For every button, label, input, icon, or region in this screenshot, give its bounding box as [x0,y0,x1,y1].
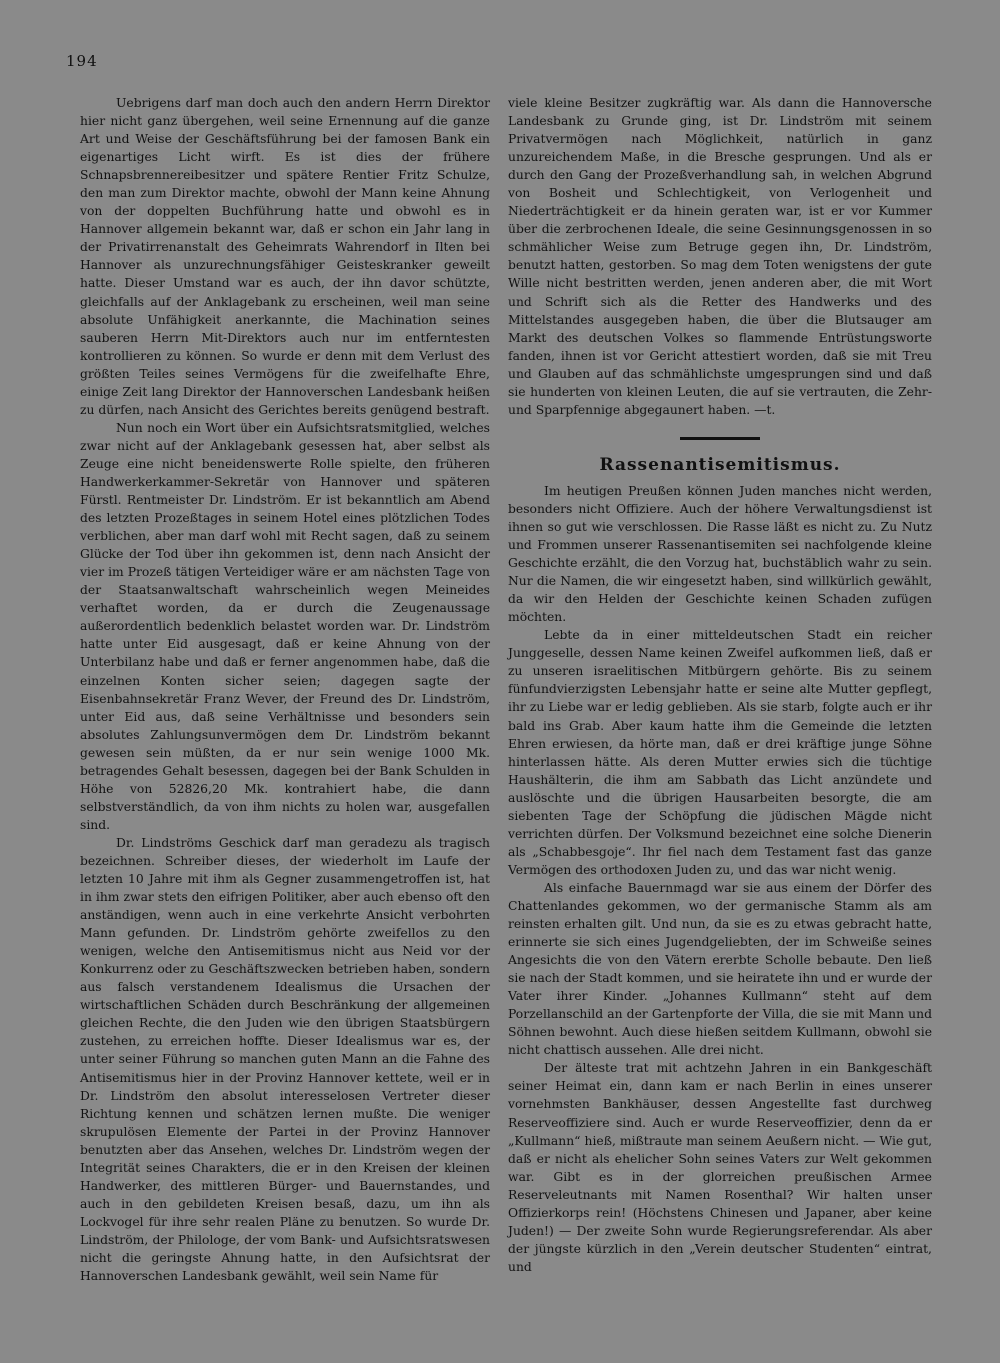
page-number: 194 [66,52,98,70]
section-divider [680,437,760,440]
paragraph: Uebrigens darf man doch auch den andern Herrn Direktor hier nicht ganz übergehen, weil seine Ernennung auf die ganze Art und Weise der Geschäftsführung bei der famosen Bank ein eigenartiges Licht wirft. Es ist dies der frühere Schnapsbrennereibesitzer und spätere Rentier Fritz Schulze, den man zum Direktor machte, obwohl der Mann keine Ahnung von der doppelten Buchführung hatte und obwohl es in Hannover allgemein bekannt war, daß er schon ein Jahr lang in der Privatirrenanstalt des Geheimrats Wahrendorf in Ilten bei Hannover als unzurechnungsfähiger Geisteskranker geweilt hatte. Dieser Umstand war es auch, der ihn davor schützte, gleichfalls auf der Anklagebank zu erscheinen, weil man seine absolute Unfähigkeit anerkannte, die Machination seines sauberen Herrn Mit-Direktors auch nur im entferntesten kontrollieren zu können. So wurde er denn mit dem Verlust des größten Teiles seines Vermögens für die zweifelhafte Ehre, einige Zeit lang Direktor der Hannoverschen Landesbank heißen zu dürfen, nach Ansicht des Gerichtes bereits genügend bestraft. [80,96,490,417]
paragraph: viele kleine Besitzer zugkräftig war. Als dann die Hannoversche Landesbank zu Grunde ging, ist Dr. Lindström mit seinem Privatvermögen nach Möglichkeit, natürlich in ganz unzureichendem Maße, in die Bresche gesprungen. Und als er durch den Gang der Prozeßverhandlung sah, in welchen Abgrund von Bosheit und Schlechtigkeit, von Verlogenheit und Niederträchtigkeit er da hinein geraten war, ist er vor Kummer über die zerbrochenen Ideale, die seine Gesinnungsgenossen in so schmählicher Weise zum Betruge gegen ihn, Dr. Lindström, benutzt hatten, gestorben. So mag dem Toten wenigstens der gute Wille nicht bestritten werden, jenen anderen aber, die mit Wort und Schrift sich als die Retter des Handwerks und des Mittelstandes ausgegeben haben, die über die Blutsauger am Markt des deutschen Volkes so flammende Entrüstungsworte fanden, ihnen ist vor Gericht attestiert worden, daß sie mit Treu und Glauben auf das schmählichste umgesprungen sind und daß sie hunderten von kleinen Leuten, die auf sie vertrauten, die Zehr- und Sparpfennige abgegaunert haben. —t. [508,96,932,417]
paragraph: Nun noch ein Wort über ein Aufsichtsratsmitglied, welches zwar nicht auf der Anklagebank gesessen hat, aber selbst als Zeuge eine nicht beneidenswerte Rolle spielte, den früheren Handwerkerkammer-Sekretär von Hannover und späteren Fürstl. Rentmeister Dr. Lindström. Er ist bekanntlich am Abend des letzten Prozeßtages in seinem Hotel eines plötzlichen Todes verblichen, aber man darf wohl mit Recht sagen, daß zu seinem Glücke der Tod über ihn gekommen ist, denn nach Ansicht der vier im Prozeß tätigen Verteidiger wäre er am nächsten Tage von der Staatsanwaltschaft wahrscheinlich wegen Meineides verhaftet worden, da er durch die Zeugenaussage außerordentlich bedenklich belastet worden war. Dr. Lindström hatte unter Eid ausgesagt, daß er keine Ahnung von der Unterbilanz habe und daß er ferner angenommen habe, daß die einzelnen Konten sicher seien; dagegen sagte der Eisenbahnsekretär Franz Wever, der Freund des Dr. Lindström, unter Eid aus, daß seine Verhältnisse und besonders sein absolutes Zahlungsunvermögen dem Dr. Lindström bekannt gewesen sein müßten, da er nur sein wenige 1000 Mk. betragendes Gehalt besessen, dagegen bei der Bank Schulden in Höhe von 52826,20 Mk. kontrahiert habe, die dann selbstverständlich, da von ihm nichts zu holen war, ausgefallen sind. [80,420,490,832]
section-title: Rassenantisemitismus. [599,454,841,475]
paragraph: Der älteste trat mit achtzehn Jahren in ein Bankgeschäft seiner Heimat ein, dann kam er nach Berlin in eines unserer vornehmsten Bankhäuser, dessen Angestellte fast durchweg Reserveoffiziere sind. Auch er wurde Reserveoffizier, denn da er „Kullmann“ hieß, mißtraute man seinem Aeußern nicht. — Wie gut, daß er nicht als ehelicher Sohn seines Vaters zur Welt gekommen war. Gibt es in der glorreichen preußischen Armee Reserveleutnants mit Namen Rosenthal? Wir halten unser Offizierkorps rein! (Höchstens Chinesen und Japaner, aber keine Juden!) — Der zweite Sohn wurde Regierungsreferendar. Als aber der jüngste kürzlich in den „Verein deutscher Studenten“ eintrat, und [508,1061,932,1274]
paragraph: Im heutigen Preußen können Juden manches nicht werden, besonders nicht Offiziere. Auch der höhere Verwaltungsdienst ist ihnen so gut wie verschlossen. Die Rasse läßt es nicht zu. Zu Nutz und Frommen unserer Rassenantisemiten sei nachfolgende kleine Geschichte erzählt, die den Vorzug hat, buchstäblich wahr zu sein. Nur die Namen, die wir eingesetzt haben, sind willkürlich gewählt, da wir den Helden der Geschichte keinen Schaden zufügen möchten. [508,483,932,625]
paragraph: Lebte da in einer mitteldeutschen Stadt ein reicher Junggeselle, dessen Name keinen Zweifel aufkommen ließ, daß er zu unseren israelitischen Mitbürgern gehörte. Bis zu seinem fünfundvierzigsten Lebensjahr hatte er seine alte Mutter gepflegt, ihr zu Liebe war er ledig geblieben. Als sie starb, folgte auch er ihr bald ins Grab. Aber kaum hatte ihm die Gemeinde die letzten Ehren erwiesen, da hörte man, daß er drei kräftige junge Söhne hinterlassen hätte. Als deren Mutter erwies sich die tüchtige Haushälterin, die ihm am Sabbath das Licht anzündete und auslöschte und die übrigen Hausarbeiten besorgte, die am siebenten Tage der Schöpfung die jüdischen Mägde nicht verrichten dürfen. Der Volksmund bezeichnet eine solche Dienerin als „Schabbesgoje“. Ihr fiel nach dem Testament fast das ganze Vermögen des orthodoxen Juden zu, und das war nicht wenig. [508,628,932,877]
paragraph: Dr. Lindströms Geschick darf man geradezu als tragisch bezeichnen. Schreiber dieses, der wiederholt im Laufe der letzten 10 Jahre mit ihm als Gegner zusammengetroffen ist, hat in ihm zwar stets den eifrigen Politiker, aber auch ebenso oft den anständigen, wenn auch in eine verkehrte Ansicht verbohrten Mann gefunden. Dr. Lindström gehörte zweifellos zu den wenigen, welche den Antisemitismus nicht aus Neid vor der Konkurrenz oder zu Geschäftszwecken betrieben haben, sondern aus falsch verstandenem Idealismus die Ursachen der wirtschaftlichen Schäden durch Beschränkung der allgemeinen gleichen Rechte, die den Juden wie den übrigen Staatsbürgern zustehen, zu erreichen hoffte. Dieser Idealismus war es, der unter seiner Führung so manchen guten Mann an die Fahne des Antisemitismus hier in der Provinz Hannover kettete, weil er in Dr. Lindström den absolut interesselosen Vertreter dieser Richtung kennen und schätzen lernen mußte. Die weniger skrupulösen Elemente der Partei in der Provinz Hannover benutzten aber das Ansehen, welches Dr. Lindström wegen der Integrität seines Charakters, die er in den Kreisen der kleinen Handwerker, des mittleren Bürger- und Bauernstandes, und auch in den gebildeten Kreisen besaß, dazu, um ihn als Lockvogel für ihre sehr realen Pläne zu benutzen. So wurde Dr. Lindström, der Philologe, der vom Bank- und Aufsichtsratswesen nicht die geringste Ahnung hatte, in den Aufsichtsrat der Hannoverschen Landesbank gewählt, weil sein Name für [80,835,490,1284]
paragraph: Als einfache Bauernmagd war sie aus einem der Dörfer des Chattenlandes gekommen, wo der germanische Stamm als am reinsten erhalten gilt. Und nun, da sie es zu etwas gebracht hatte, erinnerte sie sich eines Jugendgeliebten, der im Schweiße seines Angesichts die von den Vätern ererbte Scholle bebaute. Den ließ sie nach der Stadt kommen, und sie heiratete ihn und er wurde der Vater ihrer Kinder. „Johannes Kullmann“ steht auf dem Porzellanschild an der Gartenpforte der Villa, die sie mit Mann und Söhnen bewohnt. Auch diese hießen seitdem Kullmann, obwohl sie nicht chattisch aussehen. Alle drei nicht. [508,880,932,1058]
right-column [508,94,932,1276]
left-column [80,94,490,1285]
